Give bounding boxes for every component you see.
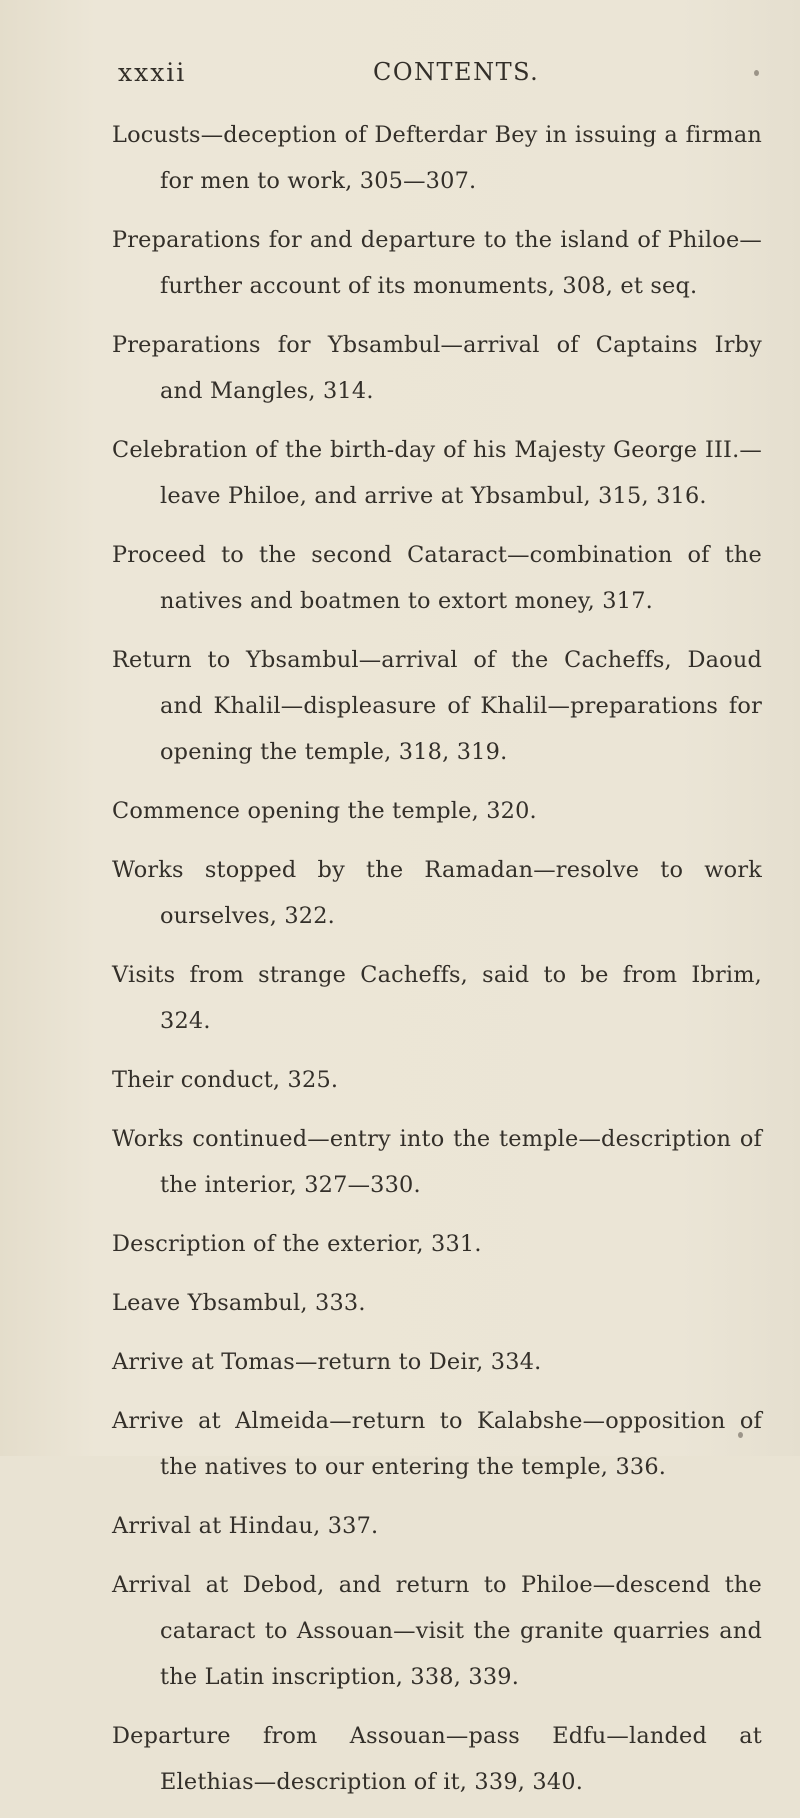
contents-entry: Proceed to the second Cataract—combination of the natives and boatmen to extort money, 317. <box>112 542 762 614</box>
contents-entry: Their conduct, 325. <box>112 1067 339 1093</box>
ink-speck <box>754 70 759 76</box>
contents-entry: Celebration of the birth-day of his Majesty George III.—leave Philoe, and arrive at Ybsambul, 315, 316. <box>112 437 762 509</box>
page-header <box>118 58 754 94</box>
contents-entry: Works stopped by the Ramadan—resolve to work ourselves, 322. <box>112 857 762 929</box>
contents-entry: Preparations for Ybsambul—arrival of Captains Irby and Mangles, 314. <box>112 332 762 404</box>
contents-entry: Arrival at Hindau, 337. <box>112 1513 379 1539</box>
contents-entry: Arrive at Almeida—return to Kalabshe—opposition of the natives to our entering the temple, 336. <box>112 1408 762 1480</box>
contents-entry: Description of the exterior, 331. <box>112 1231 482 1257</box>
page-number: xxxii <box>118 58 187 87</box>
contents-list <box>112 112 762 1818</box>
contents-entry: Departure from Assouan—pass Edfu—landed at Elethias—description of it, 339, 340. <box>112 1723 762 1795</box>
contents-entry: Works continued—entry into the temple—description of the interior, 327—330. <box>112 1126 762 1198</box>
contents-entry: Return to Ybsambul—arrival of the Cacheffs, Daoud and Khalil—displeasure of Khalil—preparations for opening the temple, 318, 319. <box>112 647 762 765</box>
running-head: CONTENTS. <box>373 58 540 86</box>
contents-entry: Visits from strange Cacheffs, said to be from Ibrim, 324. <box>112 962 762 1034</box>
contents-entry: Preparations for and departure to the island of Philoe—further account of its monuments, 308, et seq. <box>112 227 762 299</box>
contents-entry: Commence opening the temple, 320. <box>112 798 537 824</box>
contents-entry: Leave Ybsambul, 333. <box>112 1290 366 1316</box>
contents-entry: Arrival at Debod, and return to Philoe—descend the cataract to Assouan—visit the granite quarries and the Latin inscription, 338, 339. <box>112 1572 762 1690</box>
contents-entry: Locusts—deception of Defterdar Bey in issuing a firman for men to work, 305—307. <box>112 122 762 194</box>
contents-entry: Arrive at Tomas—return to Deir, 334. <box>112 1349 542 1375</box>
